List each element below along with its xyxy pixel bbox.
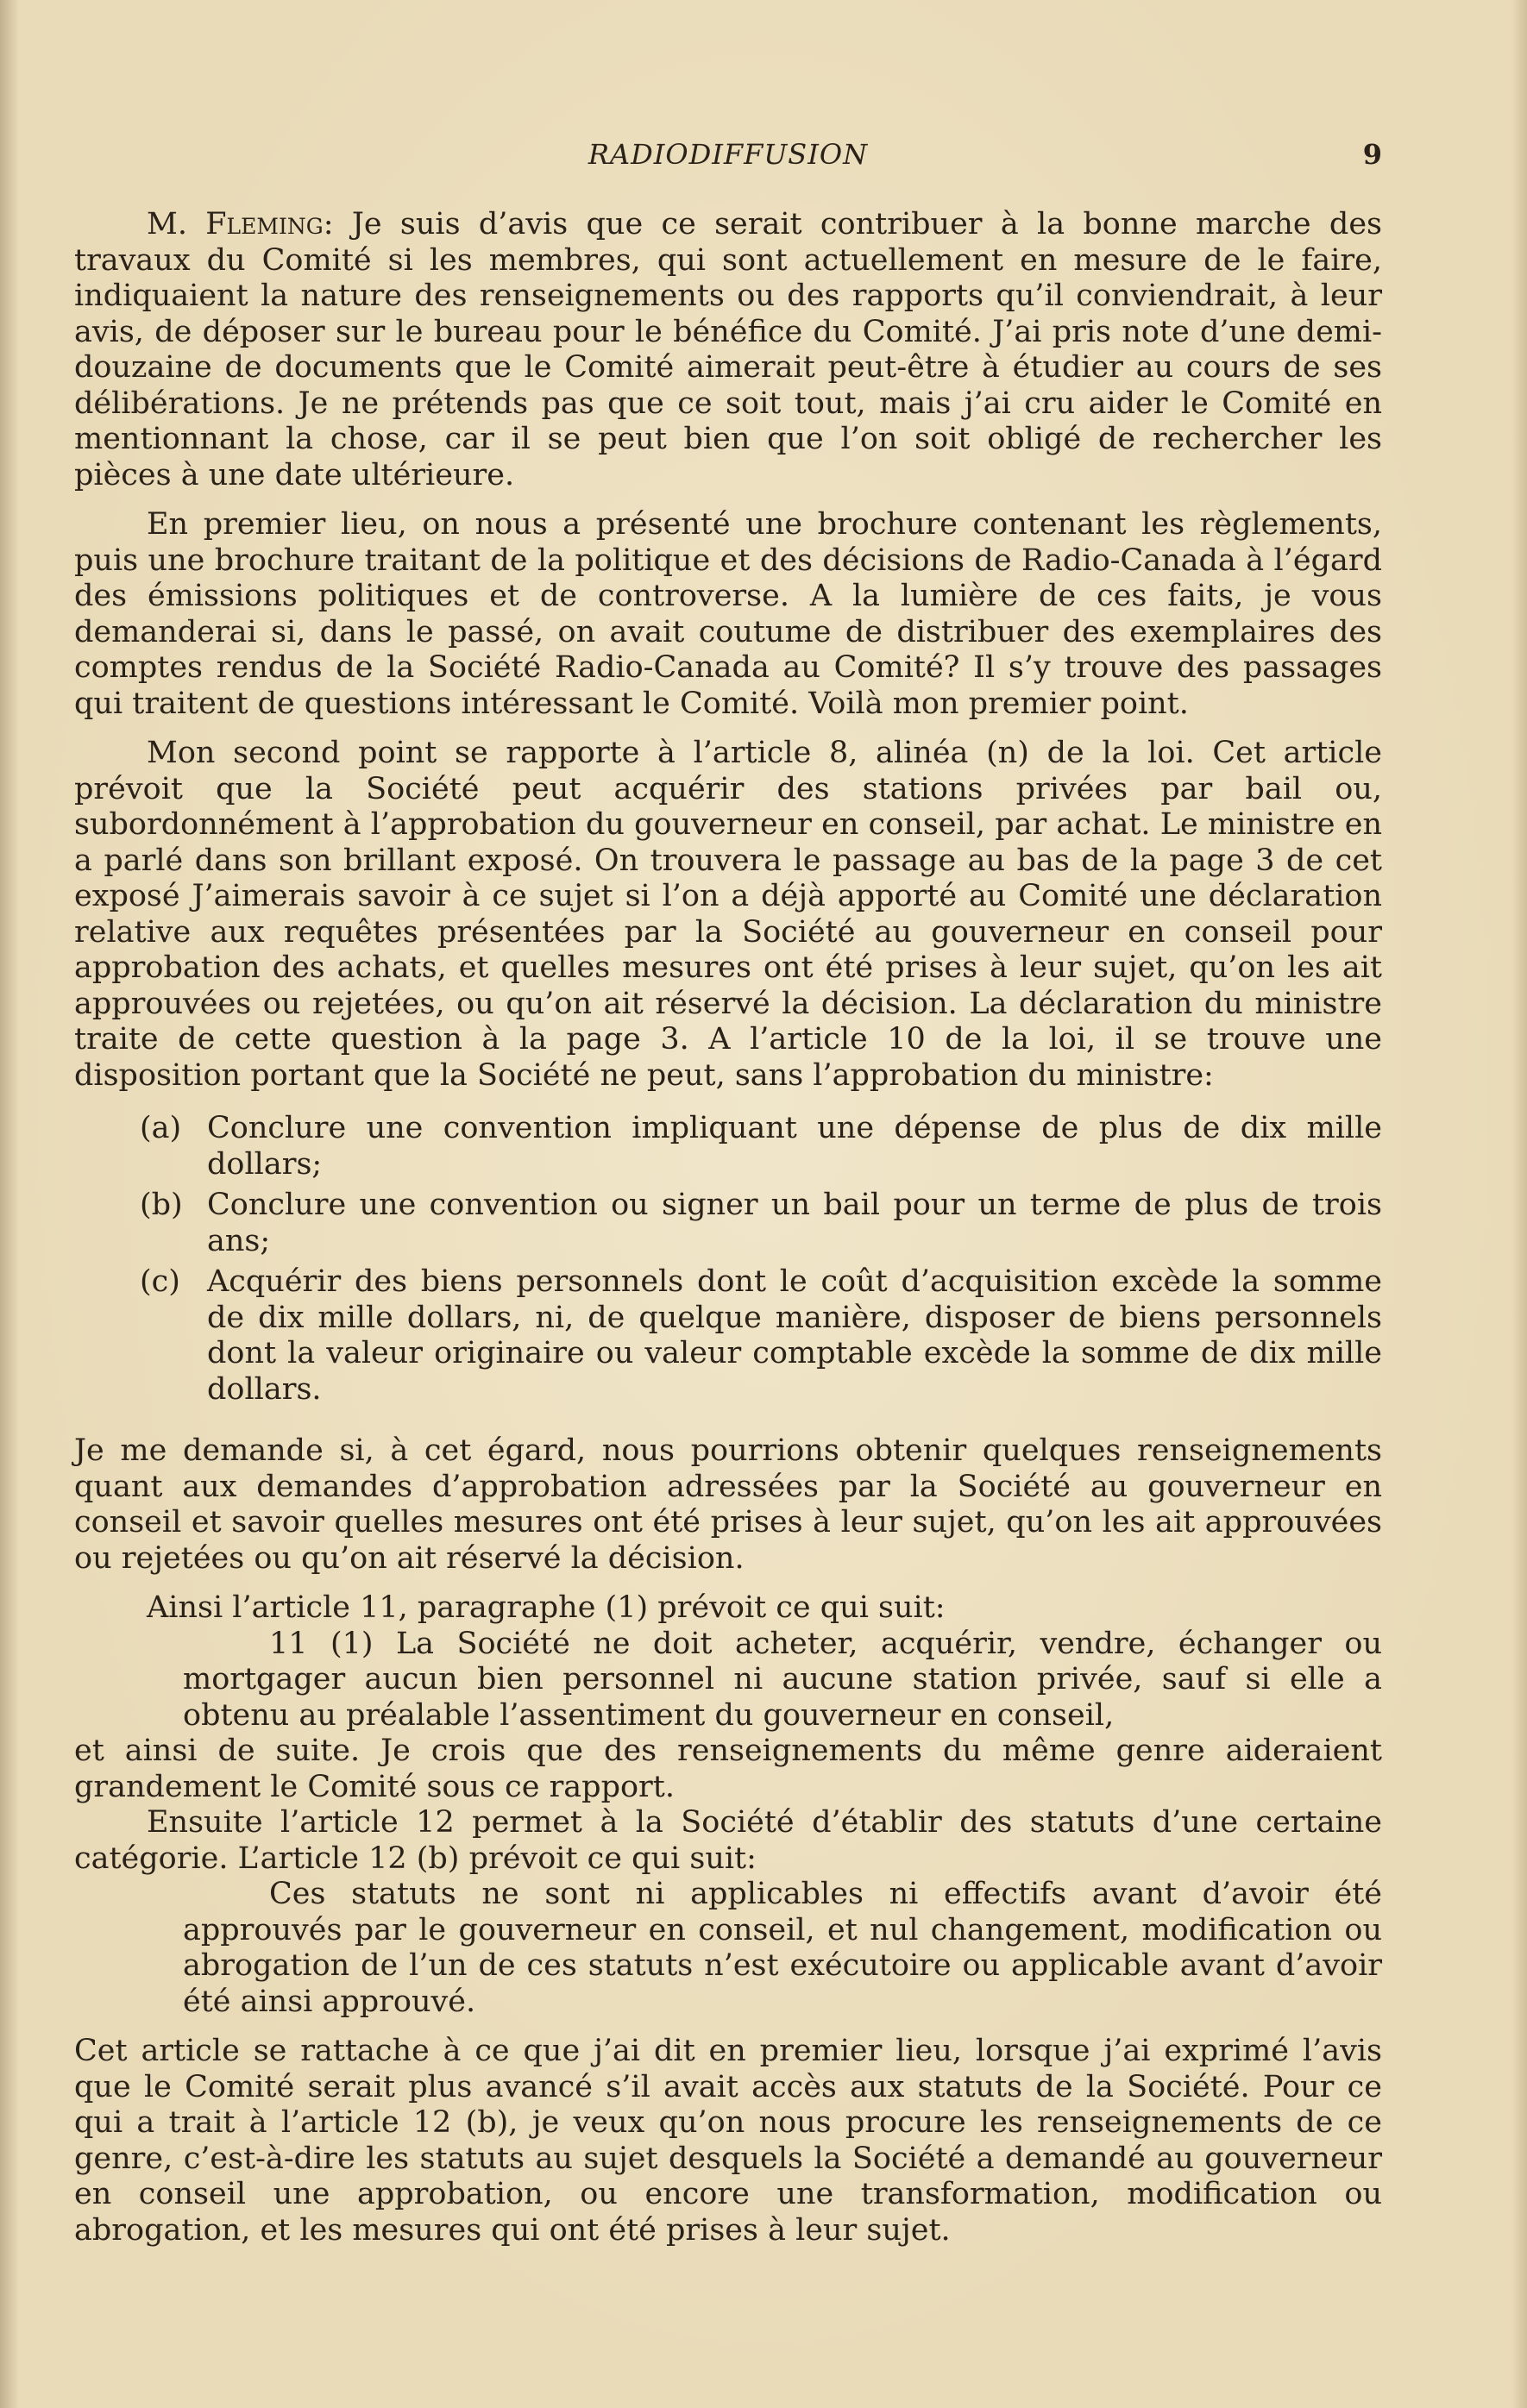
paragraph-je-me-demande: Je me demande si, à cet égard, nous pourrions obtenir quelques renseignements quant aux demandes d’approbation adressées par la Société au gouverneur en conseil et savoir quelles mesures ont été prises à leur sujet, qu’on les ait approuvées ou rejetées ou qu’on ait réservé la décision. xyxy=(74,1433,1382,1576)
page-body xyxy=(74,207,1382,2248)
page-header xyxy=(74,138,1382,176)
paragraph-fleming xyxy=(74,207,1382,493)
clause-text: Conclure une convention impliquant une dépense de plus de dix mille dollars; xyxy=(207,1111,1382,1182)
clause-text: Acquérir des biens personnels dont le coût d’acquisition excède la somme de dix mille dollars, ni, de quelque manière, disposer de biens personnels dont la valeur originaire ou valeur comptable excède la somme de dix mille dollars. xyxy=(207,1264,1382,1407)
paragraph-text: Je suis d’avis que ce serait contribuer à la bonne marche des travaux du Comité si les membres, qui sont actuellement en mesure de le faire, indiquaient la nature des renseignements ou des rapports qu’il conviendrait, à leur avis, de déposer sur le bureau pour le bénéfice du Comité. J’ai pris note d’une demi-douzaine de documents que le Comité aimerait peut-être à étudier au cours de ses délibérations. Je ne prétends pas que ce soit tout, mais j’ai cru aider le Comité en mentionnant la chose, car il se peut bien que l’on soit obligé de rechercher les pièces à une date ultérieure. xyxy=(74,207,1382,492)
paragraph-cet-article: Cet article se rattache à ce que j’ai dit en premier lieu, lorsque j’ai exprimé l’avis que le Comité serait plus avancé s’il avait accès aux statuts de la Société. Pour ce qui a trait à l’article 12 (b), je veux qu’on nous procure les renseignements de ce genre, c’est-à-dire les statuts au sujet desquels la Société a demandé au gouverneur en conseil une approbation, ou encore une transformation, modification ou abrogation, et les mesures qui ont été prises à leur sujet. xyxy=(74,2034,1382,2248)
paragraph-et-ainsi: et ainsi de suite. Je crois que des renseignements du même genre aideraient grandement le Comité sous ce rapport. xyxy=(74,1734,1382,1804)
clause-list xyxy=(74,1111,1382,1408)
paragraph-article-12: Ensuite l’article 12 permet à la Société d’établir des statuts d’une certaine catégorie. L’article 12 (b) prévoit ce qui suit: xyxy=(74,1805,1382,1876)
clause-item xyxy=(74,1188,1382,1259)
clause-mark: (a) xyxy=(140,1111,182,1145)
quote-article-11: 11 (1) La Société ne doit acheter, acquérir, vendre, échanger ou mortgager aucun bien personnel ni aucune station privée, sauf si elle a obtenu au préalable l’assentiment du gouverneur en conseil, xyxy=(183,1626,1382,1733)
quote-article-12: Ces statuts ne sont ni applicables ni effectifs avant d’avoir été approuvés par le gouverneur en conseil, et nul changement, modification ou abrogation de l’un de ces statuts n’est exécutoire ou applicable avant d’avoir été ainsi approuvé. xyxy=(183,1877,1382,2019)
clause-mark: (c) xyxy=(140,1264,180,1299)
paragraph-second-point: Mon second point se rapporte à l’article 8, alinéa (n) de la loi. Cet article prévoit que la Société peut acquérir des stations privées par bail ou, subordonnément à l’approbation du gouverneur en conseil, par achat. Le ministre en a parlé dans son brillant exposé. On trouvera le passage au bas de la page 3 de cet exposé J’aimerais savoir à ce sujet si l’on a déjà apporté au Comité une déclaration relative aux requêtes présentées par la Société au gouverneur en conseil pour approbation des achats, et quelles mesures ont été prises à leur sujet, qu’on les ait approuvées ou rejetées, ou qu’on ait réservé la décision. La déclaration du ministre traite de cette question à la page 3. A l’article 10 de la loi, il se trouve une disposition portant que la Société ne peut, sans l’approbation du ministre: xyxy=(74,736,1382,1093)
clause-item xyxy=(74,1111,1382,1182)
paragraph-premier-lieu: En premier lieu, on nous a présenté une brochure contenant les règlements, puis une brochure traitant de la politique et des décisions de Radio-Canada à l’égard des émissions politiques et de controverse. A la lumière de ces faits, je vous demanderai si, dans le passé, on avait coutume de distribuer des exemplaires des comptes rendus de la Société Radio-Canada au Comité? Il s’y trouve des passages qui traitent de questions intéressant le Comité. Voilà mon premier point. xyxy=(74,507,1382,721)
paragraph-article-11: Ainsi l’article 11, paragraphe (1) prévoit ce qui suit: xyxy=(147,1590,946,1625)
clause-item xyxy=(74,1264,1382,1408)
clause-mark: (b) xyxy=(140,1188,183,1222)
page-number: 9 xyxy=(1362,138,1382,171)
clause-text: Conclure une convention ou signer un bail pour un terme de plus de trois ans; xyxy=(207,1188,1382,1258)
speaker-name: M. Fleming: xyxy=(147,207,334,241)
running-head: RADIODIFFUSION xyxy=(588,138,869,171)
